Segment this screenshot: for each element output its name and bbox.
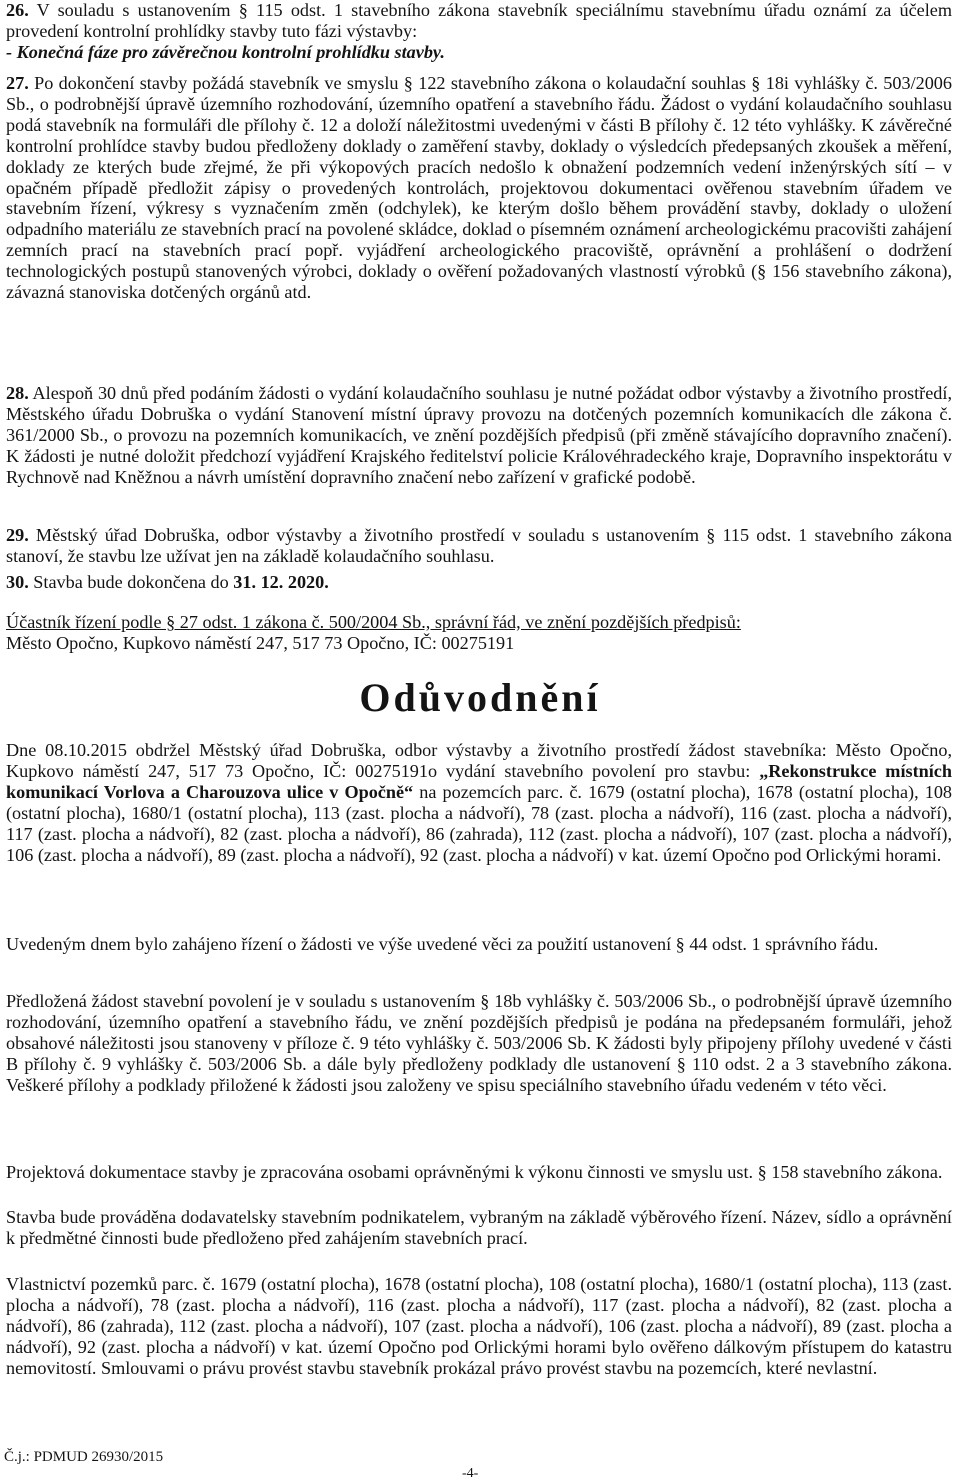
reasoning-text: na pozemcích parc. č. 1679 (ostatní plocha), 1678 (ostatní plocha), 108 (ostatní plocha), 1680/1 (ostatní plocha), 113 (zast. plocha a nádvoří), 78 (zast. plocha a nádvoří), 116 (zast. plocha a nádvoří), 117 (zast. plocha a nádvoří), 82 (zast. plocha a nádvoří), 86 (zahrada), 112 (zast. plocha a nádvoří), 107 (zast. plocha a nádvoří), 106 (zast. plocha a nádvoří), 89 (zast. plocha a nádvoří), 92 (zast. plocha a nádvoří) v kat. území Opočno pod Orlickými horami. (6, 781, 953, 865)
reasoning-paragraph-4: Projektová dokumentace stavby je zpracována osobami oprávněnými k výkonu činnosti ve smyslu ust. § 158 stavebního zákona. (6, 1162, 943, 1182)
item-text: V souladu s ustanovením § 115 odst. 1 stavebního zákona stavebník speciálnímu stavebnímu úřadu oznámí za účelem provedení kontrolní prohlídky stavby tuto fázi výstavby: (6, 0, 952, 41)
item-number: 27. (6, 73, 29, 93)
reasoning-paragraph-3: Předložená žádost stavební povolení je v souladu s ustanovením § 18b vyhlášky č. 503/2006 Sb., o podrobnější úpravě územního rozhodování, územního opatření a stavebního řádu, ve znění pozdějších předpisů je podána na předepsaném formuláři, jehož obsahové náležitosti jsou stanoveny v příloze č. 9 této vyhlášky č. 503/2006 Sb. K žádosti byly připojeny přílohy uvedené v části B přílohy č. 9 vyhlášky č. 503/2006 Sb. a dále byly předloženy podklady dle ustanovení § 110 odst. 2 a 3 stavebního zákona. Veškeré přílohy a podklady přiložené k žádosti jsou založeny ve spisu speciálního stavebního úřadu vedeném v této věci. (6, 991, 952, 1095)
item-number: 29. (6, 525, 29, 545)
item-text: Alespoň 30 dnů před podáním žádosti o vydání kolaudačního souhlasu je nutné požádat odbor výstavby a životního prostředí, Městského úřadu Dobruška o vydání Stanovení místní úpravy provozu na dotčených pozemních komunikacích dle zákona č. 361/2000 Sb., o provozu na pozemních komunikacích, ve znění pozdějších předpisů (při změně stávajícího dopravního značení). K žádosti je nutné doložit předchozí vyjádření Krajského ředitelství policie Královéhradeckého kraje, Dopravního inspektorátu v Rychnově nad Kněžnou a návrh umístění dopravního značení nebo zařízení v grafické podobě. (6, 383, 952, 487)
reference-number: Č.j.: PDMUD 26930/2015 (4, 1449, 164, 1465)
reasoning-paragraph-1 (6, 740, 952, 865)
reasoning-paragraph-2: Uvedeným dnem bylo zahájeno řízení o žádosti ve výše uvedené věci za použití ustanovení § 44 odst. 1 správního řádu. (6, 934, 879, 954)
condition-28 (6, 383, 952, 488)
condition-29 (6, 525, 952, 567)
reasoning-text: Dne 08.10.2015 obdržel Městský úřad Dobruška, odbor výstavby a životního prostředí žádost stavebníka: Město Opočno, Kupkovo náměstí 247, 517 73 Opočno, IČ: 00275191o vydání stavebního povolení pro stavbu: (6, 740, 952, 781)
page-number: -4- (462, 1466, 479, 1481)
item-number: 26. (6, 0, 29, 20)
item-number: 30. (6, 572, 29, 592)
completion-date: 31. 12. 2020. (233, 572, 329, 592)
condition-26 (6, 0, 952, 63)
reasoning-paragraph-6: Vlastnictví pozemků parc. č. 1679 (ostatní plocha), 1678 (ostatní plocha), 108 (ostatní plocha), 1680/1 (ostatní plocha), 113 (zast. plocha a nádvoří), 78 (zast. plocha a nádvoří), 116 (zast. plocha a nádvoří), 117 (zast. plocha a nádvoří), 82 (zast. plocha a nádvoří), 86 (zahrada), 112 (zast. plocha a nádvoří), 107 (zast. plocha a nádvoří), 106 (zast. plocha a nádvoří), 89 (zast. plocha a nádvoří), 92 (zast. plocha a nádvoří) v kat. území Opočno pod Orlickými horami bylo ověřeno dálkovým přístupem do katastru nemovitostí. Smlouvami o právu provést stavbu stavebník prokázal právo provést stavbu na pozemcích, které nevlastní. (6, 1274, 952, 1378)
reasoning-paragraph-5: Stavba bude prováděna dodavatelsky stavebním podnikatelem, vybraným na základě výběrového řízení. Název, sídlo a oprávnění k předmětné činnosti bude předloženo před zahájením stavebních prací. (6, 1207, 952, 1248)
participant-section (6, 612, 952, 654)
participant-heading: Účastník řízení podle § 27 odst. 1 zákona č. 500/2004 Sb., správní řád, ve znění pozdějších předpisů: (6, 612, 741, 632)
item-text: Městský úřad Dobruška, odbor výstavby a životního prostředí v souladu s ustanovením § 115 odst. 1 stavebního zákona stanoví, že stavbu lze užívat jen na základě kolaudačního souhlasu. (6, 525, 952, 566)
item-text: Stavba bude dokončena do (28, 572, 234, 592)
phase-line: - Konečná fáze pro závěrečnou kontrolní prohlídku stavby. (6, 41, 445, 62)
participant-name: Město Opočno, Kupkovo náměstí 247, 517 73 Opočno, IČ: 00275191 (6, 632, 515, 653)
item-number: 28. (6, 383, 29, 403)
condition-27 (6, 73, 952, 303)
item-text: Po dokončení stavby požádá stavebník ve smyslu § 122 stavebního zákona o kolaudační souhlas § 18i vyhlášky č. 503/2006 Sb., o podrobnější úpravě územního rozhodování, územního opatření a stavebního řádu. Žádost o vydání kolaudačního souhlasu podá stavebník na formuláři dle přílohy č. 12 a doloží náležitostmi uvedenými v části B přílohy č. 12 této vyhlášky. K závěrečné kontrolní prohlídce stavby budou předloženy doklady o zaměření stavby, doklady o výsledcích předepsaných zkoušek a měření, doklady ze kterých bude zřejmé, že při výkopových pracích nedošlo k obnažení podzemních vedení inženýrských sítí – v opačném případě předložit zápisy o provedených kontrolách, projektovou dokumentaci ověřenou stavebním úřadem ve stavebním řízení, výkresy s vyznačením změn (odchylek), ke kterým došlo během provádění stavby, doklady o uložení odpadního materiálu ze stavebních prací na povolené skládce, doklad o písemném oznámení archeologickému pracovišti zahájení zemních prací na stavebních prací popř. vyjádření archeologického pracoviště, oprávnění a prohlášení o dodržení technologických postupů stanovených výrobci, doklady o ověření požadovaných vlastností výrobků (§ 156 stavebního zákona), závazná stanoviska dotčených orgánů atd. (6, 73, 952, 303)
project-name: „Rekonstrukce místních komunikací Vorlova a Charouzova ulice v Opočně“ (6, 760, 952, 802)
section-title: Odůvodnění (359, 675, 601, 720)
condition-30 (6, 572, 952, 593)
